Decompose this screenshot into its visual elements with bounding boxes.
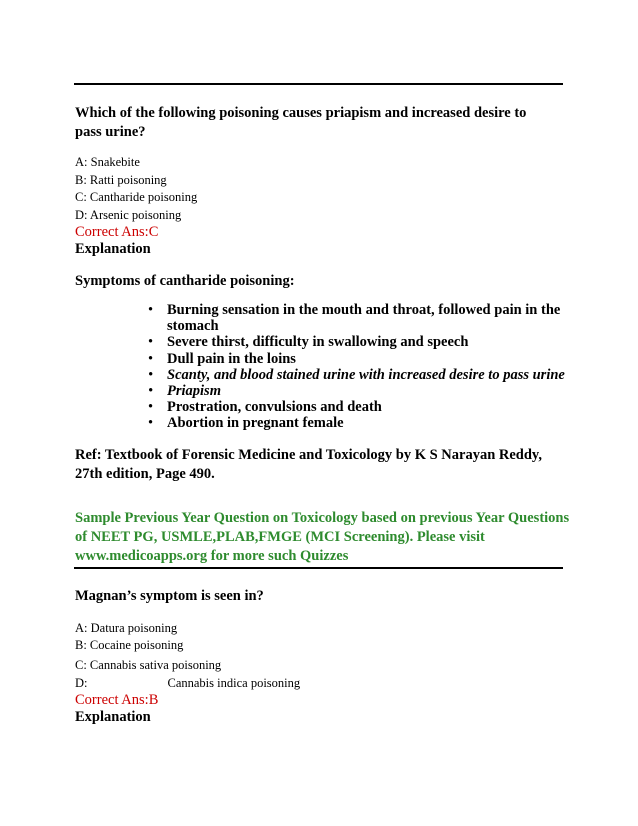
symptom-item: • Scanty, and blood stained urine with increased desire to pass urine [148,367,568,383]
question-2-option-c: C: Cannabis sativa poisoning [75,658,222,672]
question-1-option-d: D: Arsenic poisoning [75,208,182,222]
question-2-explanation-label: Explanation [75,709,151,725]
promo-text: Sample Previous Year Question on Toxicology based on previous Year Questions of NEET PG, USMLE,PLAB,FMGE (MCI Screening). Please visit www.medicoapps.org for more such Quizzes [75,510,570,564]
symptom-item: • Abortion in pregnant female [148,415,568,431]
symptom-item: • Burning sensation in the mouth and throat, followed pain in the stomach [148,302,568,334]
question-1-explanation-label: Explanation [75,241,151,257]
top-divider [74,83,563,85]
middle-divider [74,567,563,569]
question-1-text: Which of the following poisoning causes priapism and increased desire to pass urine? [75,105,527,140]
question-1-option-a: A: Snakebite [75,155,140,169]
symptom-item: • Severe thirst, difficulty in swallowing and speech [148,334,568,350]
reference-text: Ref: Textbook of Forensic Medicine and Toxicology by K S Narayan Reddy, 27th edition, Page 490. [75,447,542,482]
symptom-item: • Prostration, convulsions and death [148,399,568,415]
symptoms-heading: Symptoms of cantharide poisoning: [75,273,295,289]
option-d-letter: D: [75,676,88,690]
symptom-item: • Priapism [148,383,568,399]
question-1-correct-answer: Correct Ans:C [75,224,159,240]
question-2-text: Magnan’s symptom is seen in? [75,588,264,604]
question-2-correct-answer: Correct Ans:B [75,692,159,708]
symptoms-list [148,302,568,432]
question-2-option-a: A: Datura poisoning [75,621,178,635]
question-1-option-c: C: Cantharide poisoning [75,190,198,204]
question-2-option-b: B: Cocaine poisoning [75,638,184,652]
question-1-option-b: B: Ratti poisoning [75,173,167,187]
question-2-option-d [75,675,300,691]
symptom-item: • Dull pain in the loins [148,351,568,367]
option-d-text: Cannabis indica poisoning [167,676,301,690]
